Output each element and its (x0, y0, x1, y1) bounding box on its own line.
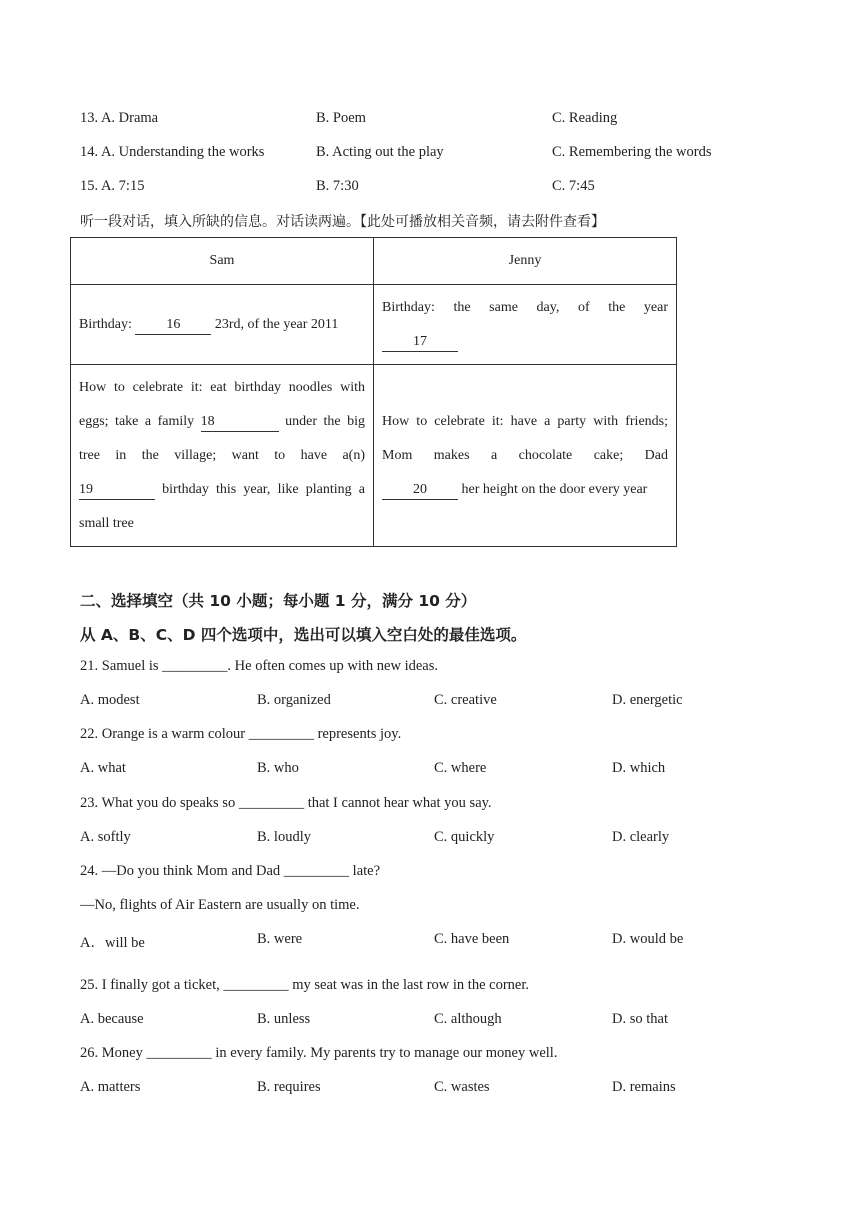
jenny-celebrate-cell: How to celebrate it: have a party with friends; Mom makes a chocolate cake; Dad 20 her height on the door every year (374, 365, 677, 547)
option-b: B. organized (257, 692, 331, 708)
option-d: D. so that (612, 1011, 668, 1027)
blank-19: 19 (79, 481, 155, 500)
question-24-stem: 24. —Do you think Mom and Dad _________ late? (80, 863, 381, 879)
option-a: 13. A. Drama (80, 110, 159, 126)
option-b: B. who (257, 760, 299, 776)
option-c: C. where (434, 760, 487, 776)
option-a: A．will be (80, 935, 145, 951)
question-22-options (80, 760, 780, 780)
option-d: D. which (612, 760, 666, 776)
option-a: A. what (80, 760, 126, 776)
option-b: B. Acting out the play (316, 144, 444, 160)
option-a: 15. A. 7:15 (80, 178, 145, 194)
blank-16: 16 (135, 316, 211, 335)
option-c: C. wastes (434, 1079, 490, 1095)
option-b: B. Poem (316, 110, 366, 126)
question-21-stem: 21. Samuel is _________. He often comes up with new ideas. (80, 658, 439, 674)
question-24-options (80, 931, 780, 951)
option-c: C. Remembering the words (552, 144, 712, 160)
option-c: C. 7:45 (552, 178, 595, 194)
option-c: C. have been (434, 931, 510, 947)
option-b: B. requires (257, 1079, 321, 1095)
question-23-stem: 23. What you do speaks so _________ that I cannot hear what you say. (80, 795, 492, 811)
blank-17: 17 (382, 333, 458, 352)
option-c: C. quickly (434, 829, 495, 845)
blank-20: 20 (382, 481, 458, 500)
option-d: D. remains (612, 1079, 676, 1095)
option-b: B. unless (257, 1011, 311, 1027)
option-a: 14. A. Understanding the works (80, 144, 265, 160)
question-26-stem: 26. Money _________ in every family. My parents try to manage our money well. (80, 1045, 558, 1061)
option-c: C. although (434, 1011, 502, 1027)
question-15-options (80, 178, 780, 198)
dialogue-info-table (70, 237, 677, 547)
question-23-options (80, 829, 780, 849)
question-25-stem: 25. I finally got a ticket, _________ my seat was in the last row in the corner. (80, 977, 529, 993)
section-2-instruction: 从 A、B、C、D 四个选项中，选出可以填入空白处的最佳选项。 (80, 626, 527, 644)
table-header-jenny: Jenny (374, 238, 677, 285)
option-a: A. because (80, 1011, 144, 1027)
option-c: C. Reading (552, 110, 618, 126)
dialogue-instruction: 听一段对话，填入所缺的信息。对话读两遍。【此处可播放相关音频，请去附件查看】 (80, 214, 605, 230)
option-c: C. creative (434, 692, 497, 708)
question-13-options (80, 110, 780, 130)
option-d: D. energetic (612, 692, 683, 708)
question-22-stem: 22. Orange is a warm colour _________ represents joy. (80, 726, 402, 742)
section-2-title: 二、选择填空（共 10 小题；每小题 1 分，满分 10 分） (80, 592, 477, 610)
jenny-birthday-cell: Birthday: the same day, of the year 17 (374, 285, 677, 365)
question-24-response: —No, flights of Air Eastern are usually on time. (80, 897, 360, 913)
sam-birthday-cell: Birthday: 16 23rd, of the year 2011 (71, 285, 374, 365)
option-d: D. clearly (612, 829, 670, 845)
option-b: B. loudly (257, 829, 311, 845)
option-d: D. would be (612, 931, 684, 947)
option-b: B. were (257, 931, 303, 947)
table-header-sam: Sam (71, 238, 374, 285)
blank-18: 18 (201, 413, 279, 432)
option-a: A. matters (80, 1079, 141, 1095)
option-a: A. softly (80, 829, 131, 845)
sam-celebrate-cell: How to celebrate it: eat birthday noodles with eggs; take a family 18 under the big tree in the village; want to have a(n) 19 birthday this year, like planting a small tree (71, 365, 374, 547)
question-25-options (80, 1011, 780, 1031)
question-21-options (80, 692, 780, 712)
option-b: B. 7:30 (316, 178, 359, 194)
question-26-options (80, 1079, 780, 1099)
option-a: A. modest (80, 692, 140, 708)
question-14-options (80, 144, 780, 164)
